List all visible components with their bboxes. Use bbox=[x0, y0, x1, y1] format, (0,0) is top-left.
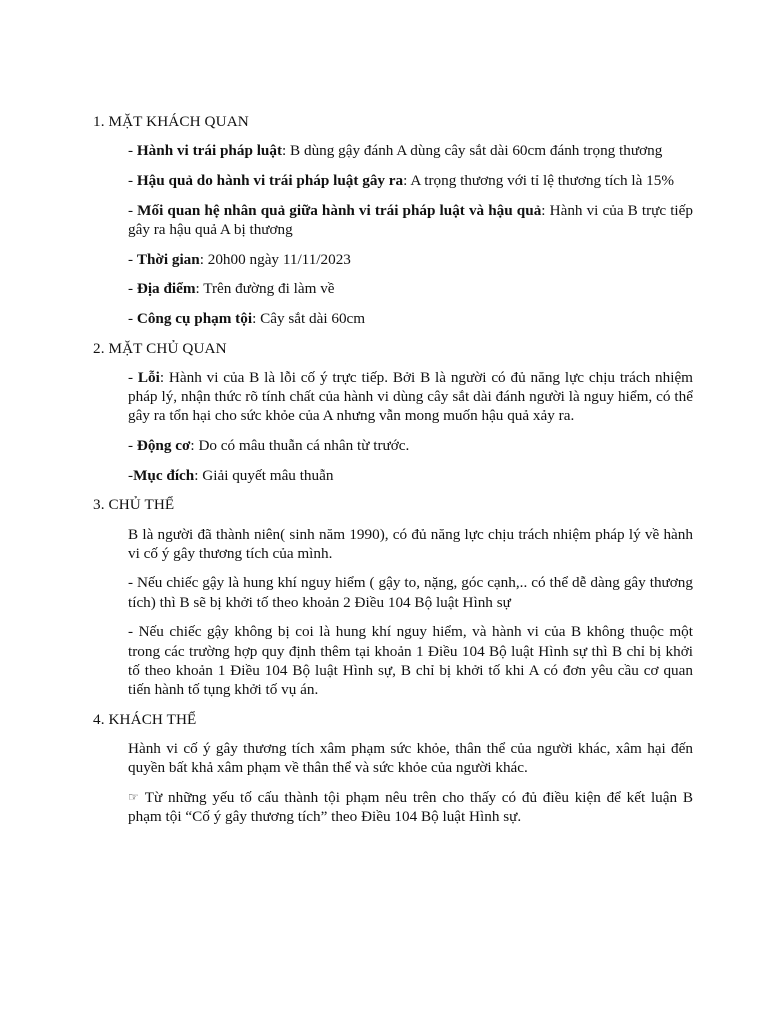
paragraph-khach-the: Hành vi cố ý gây thương tích xâm phạm sức khỏe, thân thể của người khác, xâm hại đến quyền bất khả xâm phạm về thân thể và sức khỏe của người khác. bbox=[128, 739, 693, 777]
item-cong-cu: - Công cụ phạm tội: Cây sắt dài 60cm bbox=[128, 309, 366, 327]
conclusion-text: Từ những yếu tố cấu thành tội phạm nêu trên cho thấy có đủ điều kiện để kết luận B phạm tội “Cố ý gây thương tích” theo Điều 104 Bộ luật Hình sự. bbox=[128, 788, 693, 825]
item-label: Hậu quả do hành vi trái pháp luật gây ra bbox=[136, 171, 404, 189]
item-text: : Trên đường đi làm về bbox=[195, 280, 335, 298]
item-dong-co: - Động cơ: Do có mâu thuẫn cá nhân từ trước. bbox=[128, 436, 410, 454]
item-text: : Hành vi của B là lỗi cố ý trực tiếp. Bởi B là người có đủ năng lực chịu trách nhiệm pháp lý, nhận thức rõ tính chất của hành vi dùng cây sắt dài đánh người là nguy hiểm, có thể gây ra tổn hại cho sức khỏe của A nhưng vẫn mong muốn hậu quả xảy ra. bbox=[128, 368, 693, 425]
item-muc-dich: -Mục đích: Giải quyết mâu thuẫn bbox=[128, 466, 334, 484]
item-text: : B dùng gậy đánh A dùng cây sắt dài 60cm đánh trọng thương bbox=[282, 142, 663, 160]
item-label: Lỗi bbox=[137, 368, 160, 386]
conclusion-paragraph bbox=[128, 788, 693, 826]
item-text: : Giải quyết mâu thuẫn bbox=[194, 466, 334, 484]
item-loi: - Lỗi: Hành vi của B là lỗi cố ý trực tiếp. Bởi B là người có đủ năng lực chịu trách nhiệm pháp lý, nhận thức rõ tính chất của hành vi dùng cây sắt dài đánh người là nguy hiểm, có thể gây ra tổn hại cho sức khỏe của A nhưng vẫn mong muốn hậu quả xảy ra. bbox=[128, 368, 693, 425]
item-moi-quan-he: - Mối quan hệ nhân quả giữa hành vi trái pháp luật và hậu quả: Hành vi của B trực tiếp gây ra hậu quả A bị thương bbox=[128, 201, 693, 238]
item-label: Động cơ bbox=[136, 436, 191, 454]
item-label: Hành vi trái pháp luật bbox=[136, 142, 283, 160]
item-text: : 20h00 ngày 11/11/2023 bbox=[199, 250, 351, 268]
item-hanh-vi: - Hành vi trái pháp luật: B dùng gậy đánh A dùng cây sắt dài 60cm đánh trọng thương bbox=[128, 142, 663, 160]
item-thoi-gian: - Thời gian: 20h00 ngày 11/11/2023 bbox=[128, 250, 351, 268]
section-heading-khach-the: 4. KHÁCH THỂ bbox=[93, 710, 197, 728]
pointing-hand-icon: ☞ bbox=[128, 789, 139, 804]
item-hau-qua: - Hậu quả do hành vi trái pháp luật gây ra: A trọng thương với tỉ lệ thương tích là 15% bbox=[128, 171, 675, 189]
item-text: : A trọng thương với tỉ lệ thương tích là 15% bbox=[403, 171, 675, 189]
section-heading-mat-khach-quan: 1. MẶT KHÁCH QUAN bbox=[93, 113, 249, 130]
paragraph-chu-the-3: - Nếu chiếc gậy không bị coi là hung khí nguy hiểm, và hành vi của B không thuộc một trong các trường hợp quy định thêm tại khoản 1 Điều 104 Bộ luật Hình sự thì B chỉ bị khởi tố theo khoản 1 Điều 104 Bộ luật Hình sự, B chỉ bị khởi tố khi A có đơn yêu cầu cơ quan tiến hành tố tụng khởi tố vụ án. bbox=[128, 623, 693, 698]
paragraph-chu-the-2: - Nếu chiếc gậy là hung khí nguy hiểm ( gậy to, nặng, góc cạnh,.. có thể dễ dàng gây thương tích) thì B sẽ bị khởi tố theo khoản 2 Điều 104 Bộ luật Hình sự bbox=[128, 574, 693, 611]
section-heading-chu-the: 3. CHỦ THỂ bbox=[93, 496, 175, 514]
item-label: Địa điểm bbox=[136, 280, 196, 298]
item-label: Công cụ phạm tội bbox=[136, 309, 253, 327]
item-dia-diem: - Địa điểm: Trên đường đi làm về bbox=[128, 280, 335, 298]
item-text: : Cây sắt dài 60cm bbox=[252, 309, 366, 327]
section-heading-mat-chu-quan: 2. MẶT CHỦ QUAN bbox=[93, 339, 227, 357]
item-label: Thời gian bbox=[136, 250, 200, 268]
item-label: Mối quan hệ nhân quả giữa hành vi trái pháp luật và hậu quả bbox=[137, 201, 542, 219]
document-content bbox=[93, 112, 693, 837]
item-text: : Hành vi của B trực tiếp gây ra hậu quả A bị thương bbox=[128, 201, 693, 238]
item-label: Mục đích bbox=[133, 466, 195, 484]
item-text: : Do có mâu thuẫn cá nhân từ trước. bbox=[190, 436, 410, 454]
paragraph-chu-the-1: B là người đã thành niên( sinh năm 1990), có đủ năng lực chịu trách nhiệm pháp lý về hành vi cố ý gây thương tích của mình. bbox=[128, 525, 693, 562]
